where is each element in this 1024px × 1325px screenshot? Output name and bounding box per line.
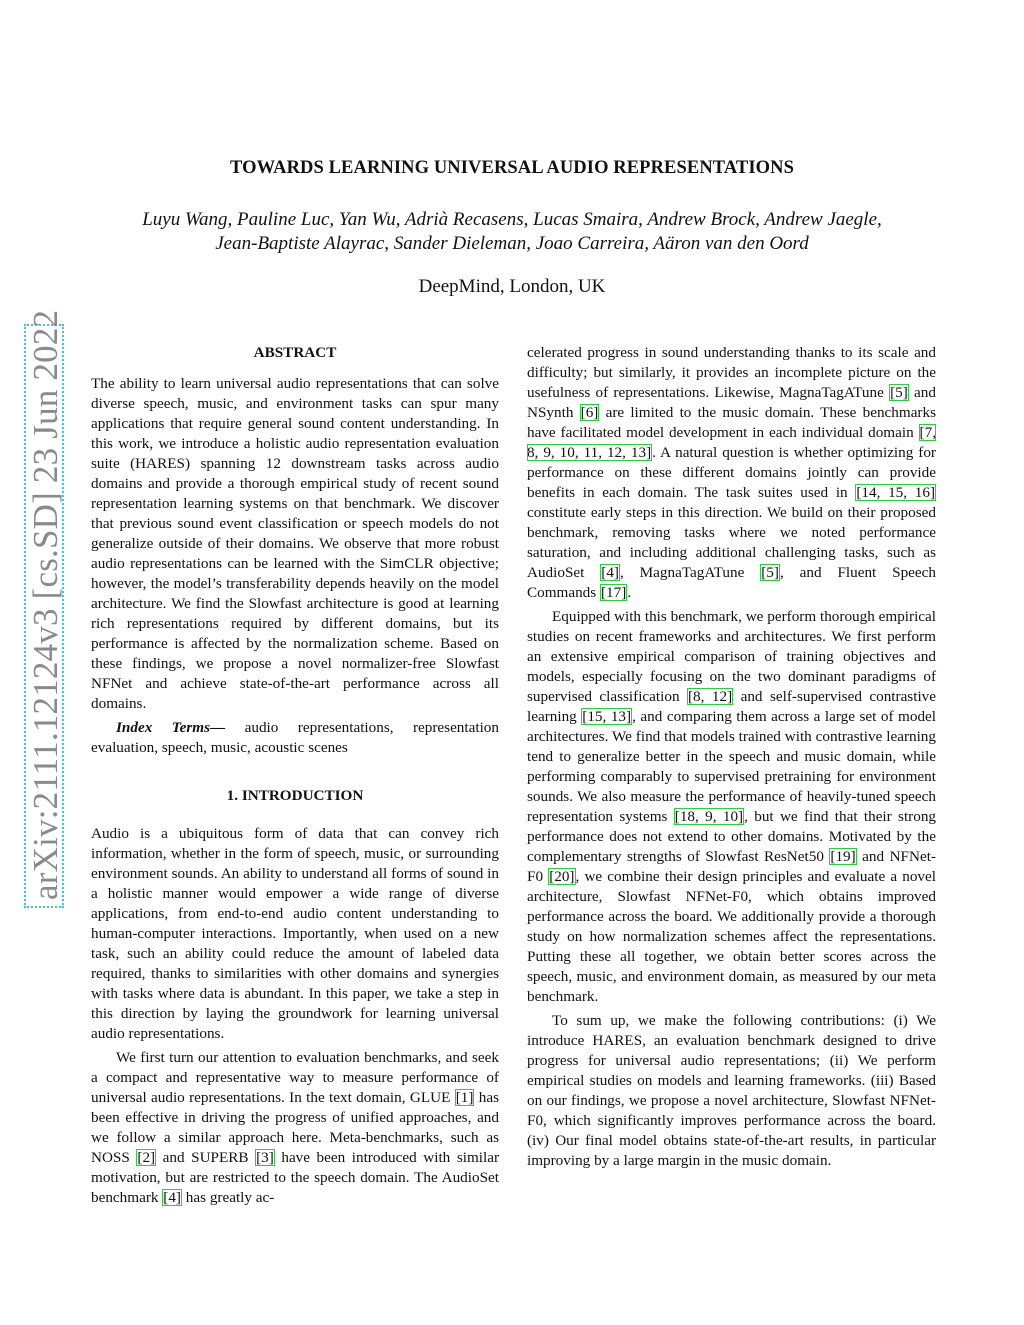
citation-link[interactable]: [14, 15, 16] [856, 484, 935, 501]
text-run: celerated progress in sound understanding thanks to its scale and difficulty; but similarly, it provides an incomplete picture on the usefulness of representations. Likewise, MagnaTagATune [527, 344, 936, 401]
text-run: and NSynth [527, 384, 936, 421]
right-paragraph-3: To sum up, we make the following contributions: (i) We introduce HARES, an evaluation benchmark designed to drive progress for universal audio representations; (ii) We perform empirical studies on models and learning frameworks. (iii) Based on our findings, we propose a novel architecture, Slowfast NFNet-F0, which significantly improves performance across the board. (iv) Our final model obtains state-of-the-art results, in particular improving by a large margin in the music domain. [527, 1012, 936, 1169]
text-run: , and comparing them across a large set of model architectures. We find that models trained with contrastive learning tend to generalize better in the speech and music domain, while performing comparably to supervised pretraining for environment sounds. We also measure the performance of heavily-tuned speech representation systems [527, 708, 937, 825]
text-run: has greatly ac- [181, 1189, 275, 1206]
citation-link[interactable]: [5] [890, 384, 908, 401]
text-run: have been introduced with similar motivation, but are restricted to the speech domain. The AudioSet benchmark [91, 1149, 499, 1206]
citation-link[interactable]: [4] [163, 1189, 181, 1206]
introduction-paragraph-2 [91, 1048, 499, 1208]
citation-link[interactable]: [20] [549, 868, 575, 885]
authors-line-1: Luyu Wang, Pauline Luc, Yan Wu, Adrià Recasens, Lucas Smaira, Andrew Brock, Andrew Jaegle, [142, 209, 882, 230]
citation-link[interactable]: [17] [601, 584, 627, 601]
text-run: . A natural question is whether optimizing for performance on these different domains jointly can provide benefits in each domain. The task suites used in [527, 444, 936, 501]
affiliation: DeepMind, London, UK [418, 276, 606, 297]
right-paragraph-2 [527, 607, 936, 1007]
citation-link[interactable]: [2] [137, 1149, 156, 1166]
paper-title: TOWARDS LEARNING UNIVERSAL AUDIO REPRESENTATIONS [229, 158, 795, 178]
arxiv-identifier-stamp[interactable]: arXiv:2111.12124v3 [cs.SD] 23 Jun 2022 [24, 324, 64, 908]
introduction-paragraph-1: Audio is a ubiquitous form of data that can convey rich information, whether in the form of speech, music, or surrounding environment sounds. An ability to understand all forms of sound in a holistic manner would empower a wide range of diverse applications, from end-to-end audio content understanding to human-computer interactions. Importantly, when used on a new task, such an ability could reduce the amount of labeled data required, thanks to similarities with other domains and synergies with tasks where data is abundant. In this paper, we take a step in this direction by laying the groundwork for learning universal audio representations. [91, 825, 499, 1042]
citation-link[interactable]: [7, 8, 9, 10, 11, 12, 13] [527, 424, 936, 461]
citation-link[interactable]: [6] [580, 404, 599, 421]
text-run: and SUPERB [156, 1149, 256, 1166]
text-run: , we combine their design principles and evaluate a novel architecture, Slowfast NFNet-F0, which obtains improved performance across the board. We additionally provide a thorough study on how normalization schemes affect the representations. Putting these all together, we obtain better scores across the speech, music, and environment domain, as measured by our meta benchmark. [527, 868, 936, 1005]
citation-link[interactable]: [18, 9, 10] [674, 808, 744, 825]
text-run: Equipped with this benchmark, we perform thorough empirical studies on recent frameworks and architectures. We first perform an extensive empirical comparison of training objectives and models, especially focusing on the two dominant paradigms of supervised classification [527, 608, 936, 705]
index-terms-text: audio representations, representation evaluation, speech, music, acoustic scenes [91, 719, 499, 756]
text-run: We first turn our attention to evaluation benchmarks, and seek a compact and representative way to measure performance of universal audio representations. In the text domain, GLUE [91, 1049, 499, 1106]
citation-link[interactable]: [8, 12] [687, 688, 733, 705]
citation-link[interactable]: [3] [256, 1149, 274, 1166]
text-run: . [627, 584, 632, 601]
text-run: , and Fluent Speech Commands [527, 564, 936, 601]
text-run: , but we find that their strong performance does not extend to other domains. Motivated by the complementary strengths of Slowfast ResNet50 [527, 808, 937, 865]
citation-link[interactable]: [1] [455, 1089, 474, 1106]
authors-line-2: Jean-Baptiste Alayrac, Sander Dieleman, Joao Carreira, Aäron van den Oord [215, 233, 809, 254]
citation-link[interactable]: [19] [830, 848, 856, 865]
author-list [100, 208, 924, 256]
introduction-heading: 1. INTRODUCTION [226, 787, 364, 804]
text-run: and NFNet-F0 [527, 848, 936, 885]
abstract-heading: ABSTRACT [253, 344, 337, 361]
text-run: are limited to the music domain. These benchmarks have facilitated model development in each individual domain [527, 404, 936, 441]
citation-link[interactable]: [5] [761, 564, 779, 581]
left-column [91, 343, 499, 1208]
right-paragraph-1 [527, 343, 936, 603]
index-terms-label: Index Terms— [116, 719, 226, 736]
citation-link[interactable]: [4] [601, 564, 619, 581]
index-terms [91, 718, 499, 758]
citation-link[interactable]: [15, 13] [582, 708, 632, 725]
text-run: has been effective in driving the progress of unified approaches, and we follow a similar approach here. Meta-benchmarks, such as NOSS [91, 1089, 499, 1166]
text-run: , MagnaTagATune [619, 564, 761, 581]
text-run: constitute early steps in this direction. We build on their proposed benchmark, removing tasks where we noted performance saturation, and including additional challenging tasks, such as AudioSet [527, 504, 936, 581]
text-run: and self-supervised contrastive learning [527, 688, 936, 725]
right-column [527, 343, 936, 1171]
abstract-text: The ability to learn universal audio representations that can solve diverse speech, music, and environment tasks can spur many applications that require general sound content understanding. In this work, we introduce a holistic audio representation evaluation suite (HARES) spanning 12 downstream tasks across audio domains and provide a thorough empirical study of recent sound representation learning systems on that benchmark. We discover that previous sound event classification or speech models do not generalize outside of their domains. We observe that more robust audio representations can be learned with the SimCLR objective; however, the model’s transferability depends heavily on the model architecture. We find the Slowfast architecture is good at learning rich representations required by different domains, but its performance is affected by the normalization scheme. Based on these findings, we propose a novel normalizer-free Slowfast NFNet and achieve state-of-the-art performance across all domains. [91, 375, 499, 712]
